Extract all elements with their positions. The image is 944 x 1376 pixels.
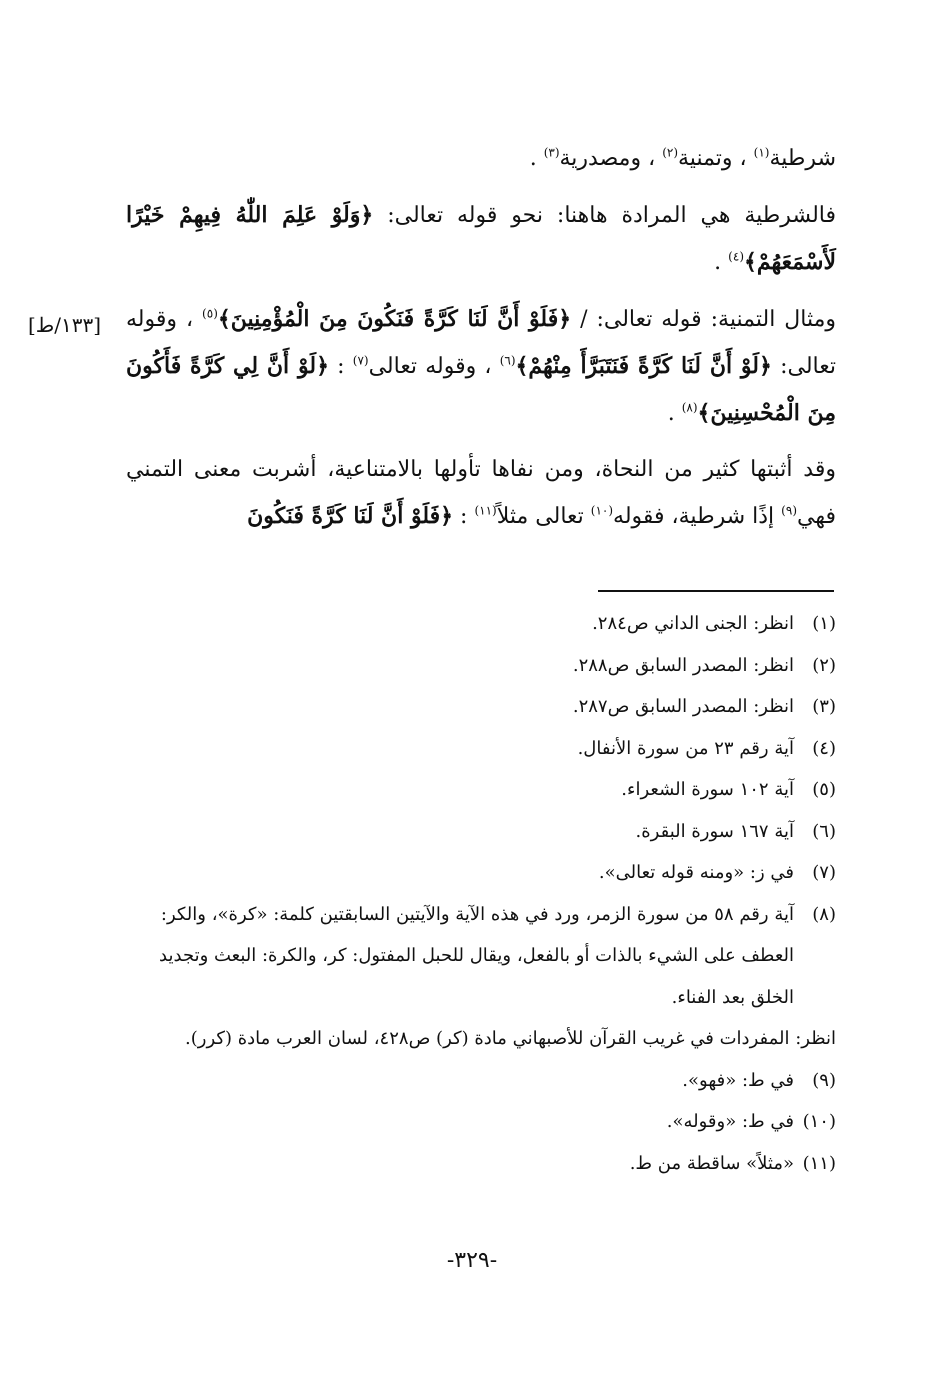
footnote-item <box>126 603 836 645</box>
text-run: شرطية <box>769 146 836 171</box>
text-run: ، وتمنية <box>678 146 747 171</box>
footnote-ref[interactable]: (٣) <box>543 145 560 160</box>
paragraph-3 <box>126 296 836 437</box>
footnote-text: انظر: الجنى الداني ص٢٨٤. <box>592 613 794 634</box>
footnote-number: (٨) <box>812 903 836 925</box>
page-number: -٣٢٩- <box>446 1248 498 1273</box>
main-text <box>126 136 836 540</box>
text-run: . <box>714 250 722 275</box>
footnote-number: (٣) <box>812 696 836 717</box>
footnote-ref[interactable]: (٤) <box>728 249 744 264</box>
footnote-number: (٤) <box>812 737 836 759</box>
footnote-item <box>126 1101 836 1143</box>
footnote-text: انظر: المصدر السابق ص٢٨٨. <box>572 654 794 676</box>
footnote-item <box>126 811 836 853</box>
footnote-text: انظر: المصدر السابق ص٢٨٧. <box>572 696 794 717</box>
margin-reference: [١٣٣/ط] <box>28 313 102 337</box>
footnote-continuation <box>126 1018 836 1060</box>
footnote-text: انظر: المفردات في غريب القرآن للأصبهاني مادة (كر) ص٤٢٨، لسان العرب مادة (كرر). <box>185 1028 836 1049</box>
text-run: فالشرطية هي المرادة هاهنا: نحو قوله تعالى: <box>387 203 836 228</box>
footnote-number: (١١) <box>802 1152 836 1174</box>
footnote-ref[interactable]: (٦) <box>499 353 516 368</box>
text-run: ومثال التمنية: قوله تعالى: / <box>580 307 836 332</box>
footnote-ref[interactable]: (٧) <box>352 353 369 368</box>
footnote-item <box>126 894 836 1019</box>
quran-verse: ﴿فَلَوْ أَنَّ لَنَا كَرَّةً فَنَكُونَ مِنَ الْمُؤْمِنِينَ﴾ <box>217 306 572 332</box>
footnote-item <box>126 686 836 728</box>
quran-verse: ﴿لَوْ أَنَّ لِي كَرَّةً فَأَكُونَ مِنَ الْمُحْسِنِينَ﴾ <box>126 353 836 426</box>
footnote-number: (١) <box>812 613 836 634</box>
footnote-item <box>126 1060 836 1102</box>
footnote-text: في ز: «ومنه قوله تعالى». <box>598 862 794 883</box>
footnote-text: آية رقم ٥٨ من سورة الزمر، ورد في هذه الآية والآيتين السابقتين كلمة: «كرة»، والكر: العطف على الشيء بالذات أو بالفعل، ويقال للحبل المفتول: كر، والكرة: البعث وتجديد الخلق بعد الفناء. <box>159 903 794 1008</box>
footnote-item <box>126 1143 836 1185</box>
text-run: . <box>529 146 537 171</box>
footnote-text: «مثلاً» ساقطة من ط. <box>629 1152 794 1174</box>
footnote-text: آية ١٠٢ سورة الشعراء. <box>621 779 794 800</box>
footnote-text: في ط: «وقوله». <box>666 1111 794 1132</box>
footnote-ref[interactable]: (٥) <box>202 306 218 321</box>
footnote-number: (٥) <box>812 779 836 800</box>
footnote-ref[interactable]: (٢) <box>662 145 679 160</box>
footnote-number: (٧) <box>812 862 836 883</box>
footnote-ref[interactable]: (٩) <box>781 503 797 518</box>
text-run: إذًا شرطية، فقوله <box>613 504 775 529</box>
footnote-number: (٩) <box>812 1069 836 1091</box>
footnote-number: (١٠) <box>802 1111 836 1132</box>
footnote-text: آية ١٦٧ سورة البقرة. <box>635 820 794 842</box>
footnote-number: (٦) <box>812 820 836 842</box>
paragraph-1 <box>126 136 836 182</box>
footnote-ref[interactable]: (١١) <box>474 503 497 518</box>
footnote-text: آية رقم ٢٣ من سورة الأنفال. <box>577 737 794 759</box>
text-run: ، وقوله تعالى <box>368 354 492 379</box>
footnote-item <box>126 852 836 894</box>
footnote-ref[interactable]: (١٠) <box>590 503 614 518</box>
text-run: وقد أثبتها كثير من النحاة، ومن نفاها تأولها بالامتناعية، أشربت معنى التمني فهي <box>126 457 836 529</box>
text-run: : <box>337 354 345 379</box>
footnote-ref[interactable]: (٨) <box>681 400 698 415</box>
footnote-ref[interactable]: (١) <box>753 145 770 160</box>
footnote-number: (٢) <box>812 654 836 676</box>
paragraph-4 <box>126 447 836 540</box>
text-run: ، وقوله تعالى: <box>126 307 836 379</box>
footnote-item <box>126 769 836 811</box>
footnote-divider <box>598 590 834 592</box>
text-run: : <box>460 504 468 529</box>
footnote-item <box>126 645 836 687</box>
footnotes <box>126 603 836 1184</box>
quran-verse: ﴿لَوْ أَنَّ لَنَا كَرَّةً فَنَتَبَرَّأَ مِنْهُمْ﴾ <box>515 353 772 379</box>
text-run: ، ومصدرية <box>559 146 656 171</box>
footnote-item <box>126 728 836 770</box>
quran-verse: ﴿فَلَوْ أَنَّ لَنَا كَرَّةً فَنَكُونَ <box>247 503 454 529</box>
text-run: . <box>667 401 675 426</box>
paragraph-2 <box>126 192 836 286</box>
quran-verse: ﴿وَلَوْ عَلِمَ اللّٰهُ فِيهِمْ خَيْرًا لَأَسْمَعَهُمْ﴾ <box>126 202 836 275</box>
footnote-text: في ط: «فهو». <box>682 1069 794 1091</box>
text-run: تعالى مثلاً <box>496 504 584 529</box>
